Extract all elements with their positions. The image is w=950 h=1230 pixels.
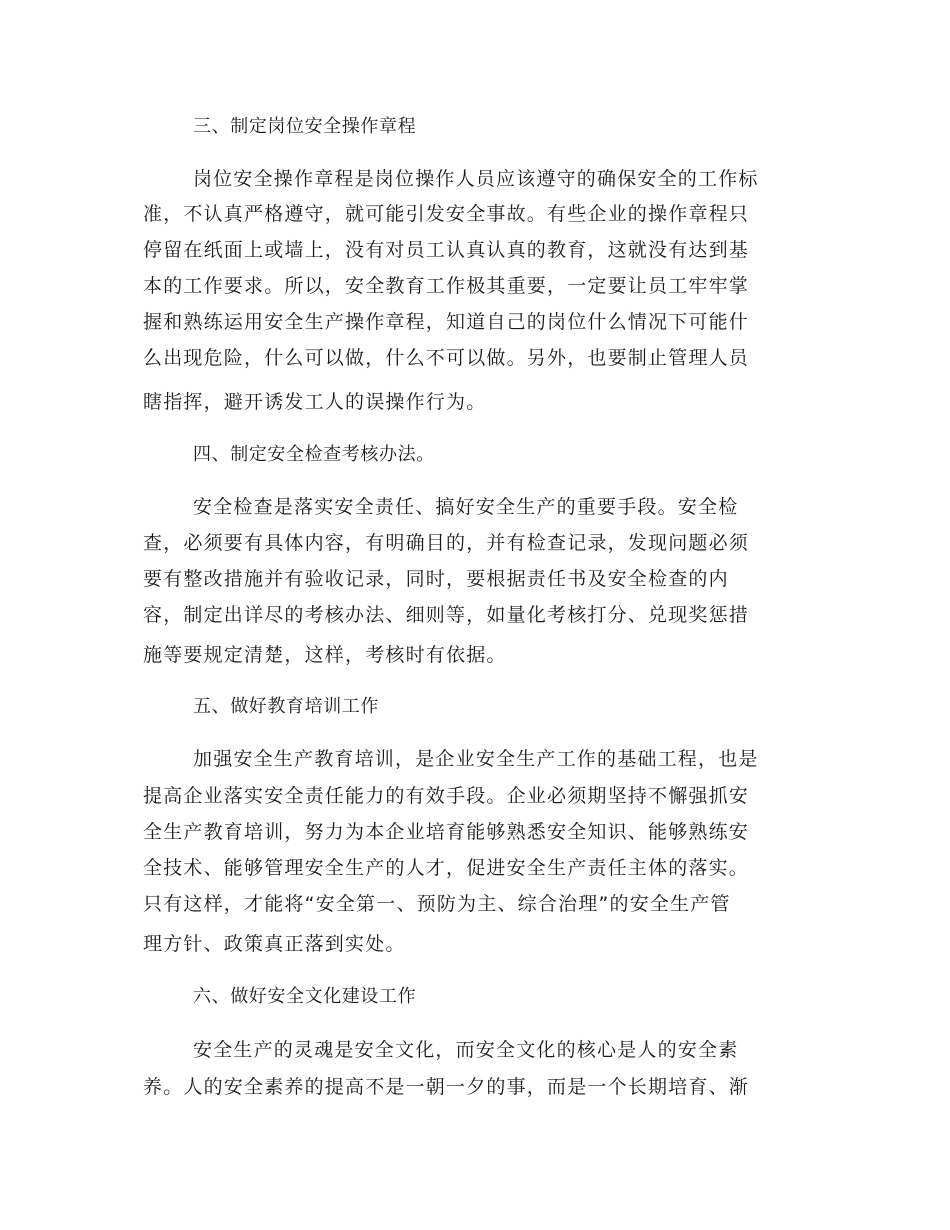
- paragraph-line: 施等要规定清楚，这样，考核时有依据。: [143, 644, 507, 666]
- paragraph-line: 停留在纸面上或墙上，没有对员工认真认真的教育，这就没有达到基: [143, 239, 750, 261]
- paragraph-line: 要有整改措施并有验收记录，同时，要根据责任书及安全检查的内: [143, 568, 729, 590]
- paragraph-line: 安全检查是落实安全责任、搞好安全生产的重要手段。安全检: [193, 496, 739, 518]
- section-heading: 五、做好教育培训工作: [193, 696, 379, 717]
- paragraph-line: 岗位安全操作章程是岗位操作人员应该遵守的确保安全的工作标: [193, 168, 759, 190]
- paragraph-line: 准，不认真严格遵守，就可能引发安全事故。有些企业的操作章程只: [143, 203, 750, 225]
- paragraph-line: 么出现危险，什么可以做，什么不可以做。另外，也要制止管理人员: [143, 347, 750, 369]
- paragraph-line: 查，必须要有具体内容，有明确目的，并有检查记录，发现问题必须: [143, 532, 750, 554]
- paragraph-line: 加强安全生产教育培训，是企业安全生产工作的基础工程，也是: [193, 748, 759, 770]
- paragraph-line: 只有这样，才能将“安全第一、预防为主、综合治理”的安全生产管: [143, 893, 731, 915]
- paragraph-line: 安全生产的灵魂是安全文化，而安全文化的核心是人的安全素: [193, 1039, 739, 1061]
- section-heading: 三、制定岗位安全操作章程: [193, 116, 417, 137]
- paragraph-line: 提高企业落实安全责任能力的有效手段。企业必须期坚持不懈强抓安: [143, 785, 750, 807]
- paragraph-line: 握和熟练运用安全生产操作章程，知道自己的岗位什么情况下可能什: [143, 311, 750, 333]
- paragraph-line: 全生产教育培训，努力为本企业培育能够熟悉安全知识、能够熟练安: [143, 821, 750, 843]
- paragraph-line: 瞎指挥，避开诱发工人的误操作行为。: [143, 391, 487, 413]
- section-heading: 四、制定安全检查考核办法。: [193, 444, 435, 465]
- paragraph-line: 容，制定出详尽的考核办法、细则等，如量化考核打分、兑现奖惩措: [143, 604, 750, 626]
- paragraph-line: 理方针、政策真正落到实处。: [143, 933, 406, 955]
- paragraph-line: 养。人的安全素养的提高不是一朝一夕的事，而是一个长期培育、渐: [143, 1076, 750, 1098]
- paragraph-line: 全技术、能够管理安全生产的人才，促进安全生产责任主体的落实。: [143, 857, 750, 879]
- paragraph-line: 本的工作要求。所以，安全教育工作极其重要，一定要让员工牢牢掌: [143, 275, 750, 297]
- section-heading: 六、做好安全文化建设工作: [193, 986, 417, 1007]
